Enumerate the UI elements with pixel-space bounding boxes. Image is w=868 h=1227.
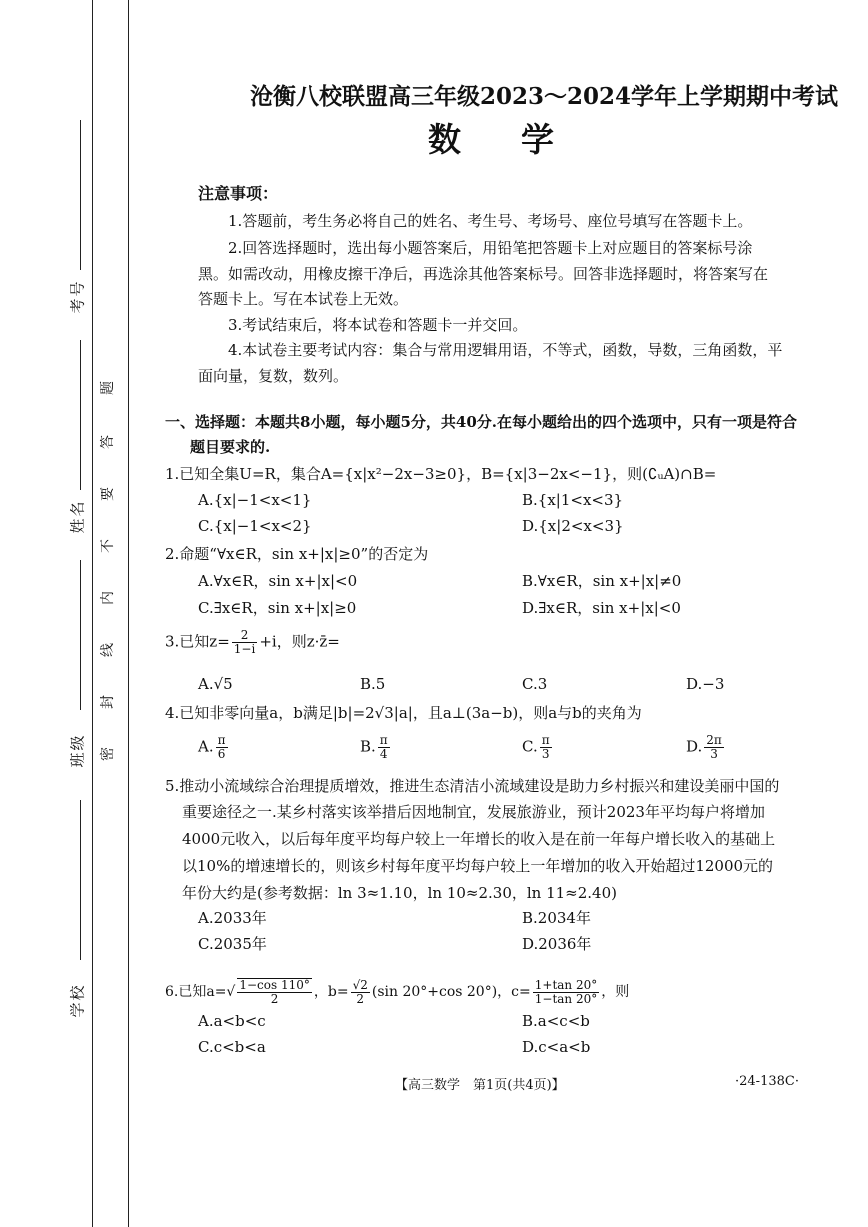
q5-line: 4000元收入，以后每年度平均每户较上一年增长的收入是在前一年每户增长收入的基础上 <box>182 830 776 848</box>
q5-line: 以10%的增速增长的，则该乡村每年度平均每户较上一年增加的收入开始超过12000元的 <box>182 857 774 875</box>
q1-stem: 1.已知全集U=R，集合A={x|x²−2x−3≥0}，B={x|3−2x<−1}，则(∁ᵤA)∩B= <box>165 465 717 483</box>
seal-char: 要 <box>100 487 116 501</box>
q5-line: 重要途径之一.某乡村落实该举措后因地制宜，发展旅游业，预计2023年平均每户将增加 <box>182 803 765 821</box>
q2-stem: 2.命题“∀x∈R，sin x+|x|≥0”的否定为 <box>165 545 429 563</box>
q6-stem: 6.已知a=√ $\frac{1-\cos 110^\circ}{2}$ ，b= $\frac{√2}{2}$ (sin 20°+cos 20°)，c= $\frac{1+\tan 20^\circ}{1-\tan 20^\circ}$ ，则 <box>165 977 630 1006</box>
q3-option-b: B.5 <box>360 675 386 693</box>
q3-stem-b: +i，则z·z̄= <box>259 632 340 651</box>
seal-char: 密 <box>100 747 116 761</box>
seal-char: 不 <box>100 539 116 553</box>
notice-line: 答题卡上。写在本试卷上无效。 <box>198 290 409 308</box>
q6-option-a: A.a<b<c <box>198 1012 266 1030</box>
q6-option-d: D.c<a<b <box>522 1038 591 1056</box>
q3-stem <box>165 629 340 656</box>
q3-option-a: A.√5 <box>198 675 233 693</box>
q5-line: 5.推动小流域综合治理提质增效，推进生态清洁小流域建设是助力乡村振兴和建设美丽中国的 <box>165 777 780 795</box>
name-field-line <box>80 120 81 270</box>
notice-line: 黑。如需改动，用橡皮擦干净后，再选涂其他答案标号。回答非选择题时，将答案写在 <box>198 265 769 283</box>
notice-line: 3.考试结束后，将本试卷和答题卡一并交回。 <box>228 316 528 334</box>
q4-option-a: A. $\frac{\pi}{6}$ <box>198 733 226 761</box>
exam-title: 沧衡八校联盟高三年级2023～2024学年上学期期中考试 <box>250 83 839 110</box>
q6-option-c: C.c<b<a <box>198 1038 266 1056</box>
label-xuexiao: 学校 <box>68 983 87 1018</box>
q1-option-b: B.{x|1<x<3} <box>522 491 624 509</box>
q5-option-b: B.2034年 <box>522 909 591 927</box>
notice-line: 4.本试卷主要考试内容：集合与常用逻辑用语，不等式，函数，导数，三角函数，平 <box>228 341 783 359</box>
q2-option-b: B.∀x∈R，sin x+|x|≠0 <box>522 572 682 590</box>
q4-option-d: D. $\frac{2\pi}{3}$ <box>686 733 722 761</box>
name-field-line <box>80 800 81 960</box>
notice-heading: 注意事项： <box>198 184 279 203</box>
q3-option-c: C.3 <box>522 675 548 693</box>
notice-line: 2.回答选择题时，选出每小题答案后，用铅笔把答题卡上对应题目的答案标号涂 <box>228 239 753 257</box>
q5-option-d: D.2036年 <box>522 935 592 953</box>
q4-stem: 4.已知非零向量a，b满足|b|=2√3|a|，且a⊥(3a−b)，则a与b的夹角为 <box>165 704 642 722</box>
q3-option-d: D.−3 <box>686 675 725 693</box>
seal-char: 题 <box>100 381 116 395</box>
q3-fraction: $\frac{2}{1-i}$ <box>233 628 256 656</box>
q3-stem-a: 3.已知z= <box>165 632 230 651</box>
label-xingming: 姓名 <box>68 499 87 534</box>
q2-option-c: C.∃x∈R，sin x+|x|≥0 <box>198 599 357 617</box>
section-heading-cont: 题目要求的. <box>190 438 271 456</box>
seal-char: 线 <box>100 643 116 657</box>
seal-char: 答 <box>100 435 116 449</box>
margin-line-inner <box>128 0 129 1227</box>
notice-line: 1.答题前，考生务必将自己的姓名、考生号、考场号、座位号填写在答题卡上。 <box>228 212 753 230</box>
page-footer: 【高三数学 第1页(共4页)】 <box>395 1078 565 1093</box>
q5-option-a: A.2033年 <box>198 909 267 927</box>
q2-option-a: A.∀x∈R，sin x+|x|<0 <box>198 572 358 590</box>
margin-line-outer <box>92 0 93 1227</box>
q1-option-a: A.{x|−1<x<1} <box>198 491 312 509</box>
q4-option-c: C. $\frac{\pi}{3}$ <box>522 733 550 761</box>
q4-option-b: B. $\frac{\pi}{4}$ <box>360 733 388 761</box>
q1-option-c: C.{x|−1<x<2} <box>198 517 312 535</box>
paper-code: ·24-138C· <box>735 1074 799 1089</box>
q1-option-d: D.{x|2<x<3} <box>522 517 624 535</box>
subject-title: 数学 <box>428 120 614 159</box>
seal-char: 封 <box>100 695 116 709</box>
q2-option-d: D.∃x∈R，sin x+|x|<0 <box>522 599 681 617</box>
name-field-line <box>80 340 81 490</box>
label-banji: 班级 <box>68 733 87 768</box>
section-heading: 一、选择题：本题共8小题，每小题5分，共40分.在每小题给出的四个选项中，只有一项是符合 <box>165 413 797 431</box>
q6-option-b: B.a<c<b <box>522 1012 590 1030</box>
label-kaohao: 考号 <box>68 279 87 314</box>
name-field-line <box>80 560 81 710</box>
q5-option-c: C.2035年 <box>198 935 267 953</box>
seal-char: 内 <box>100 591 116 605</box>
notice-line: 面向量，复数，数列。 <box>198 367 349 385</box>
q5-line: 年份大约是(参考数据：ln 3≈1.10，ln 10≈2.30，ln 11≈2.40) <box>182 884 618 902</box>
